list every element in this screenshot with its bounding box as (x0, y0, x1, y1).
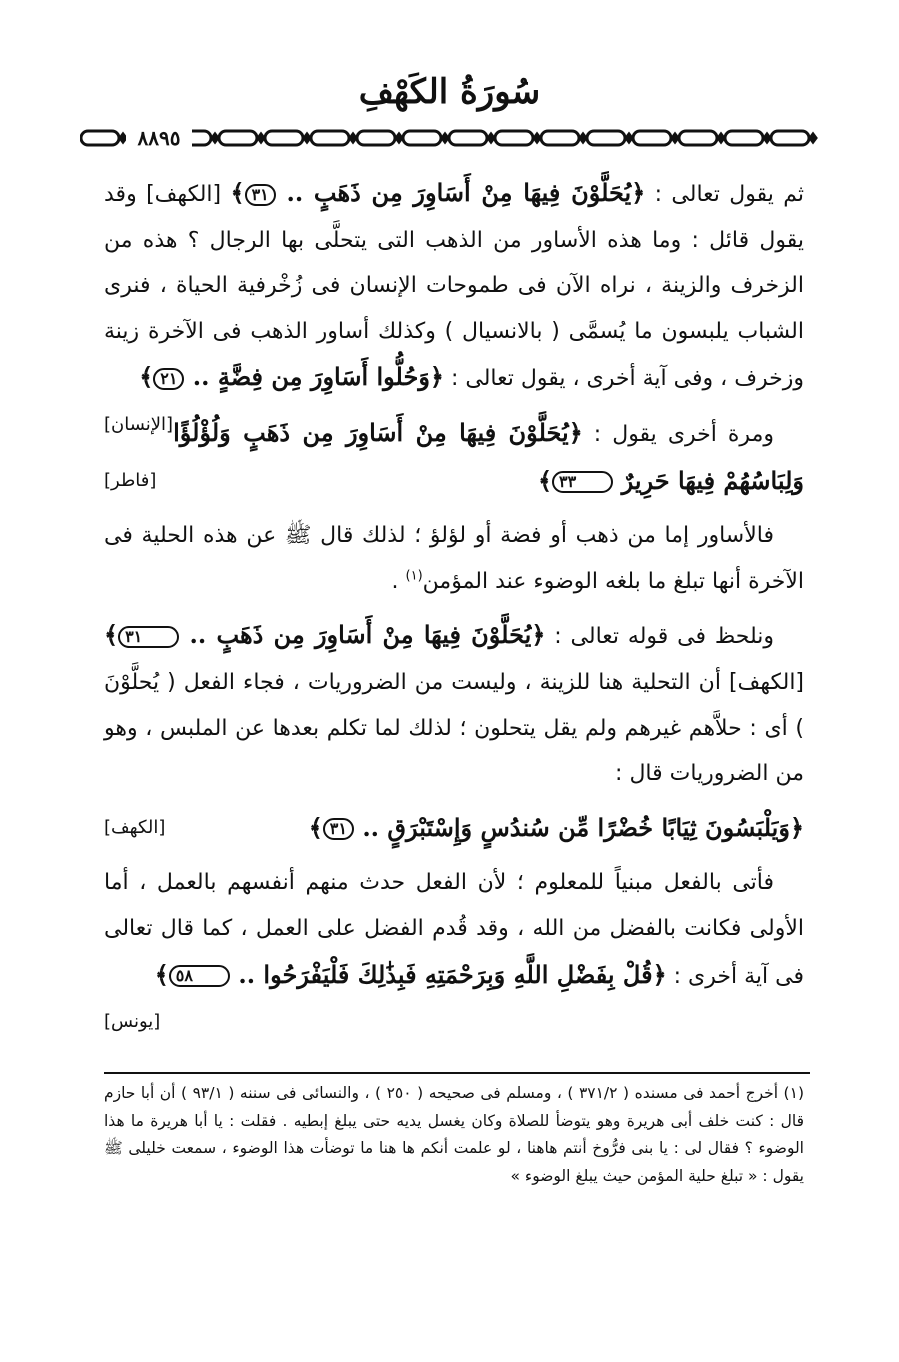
ornament-link (541, 131, 579, 145)
open-brace-icon: ﴿ (789, 812, 804, 842)
body-text: فأتى بالفعل مبنياً للمعلوم ؛ لأن الفعل حدث منهم أنفسهم بالعمل ، أما الأولى فكانت بالفضل من الله ، وقد قُدم الفضل على العمل ، كما قال تعالى فى آية أخرى : (104, 870, 804, 989)
surah-ref: [الكهف] (104, 816, 166, 838)
ayah-number: ٢١ (153, 368, 184, 390)
ornament-link (449, 131, 487, 145)
ornament-link (679, 131, 717, 145)
ornament-border (80, 128, 840, 148)
ornament-link (495, 131, 533, 145)
ayah-number: ٣٣ (552, 471, 613, 493)
ornament-diamond (764, 134, 770, 142)
open-brace-icon: ﴿ (568, 417, 583, 447)
verse-text: وَحُلُّوا أَسَاوِرَ مِن فِضَّةٍ .. (192, 362, 430, 392)
close-brace-icon: ﴾ (139, 362, 154, 392)
intro-text: ومرة أخرى يقول : (593, 421, 774, 447)
ornament-diamond (534, 134, 540, 142)
ornament-link (633, 131, 671, 145)
ornament-link (219, 131, 257, 145)
ornament-link (587, 131, 625, 145)
paragraph-3 (104, 513, 804, 604)
ornament-link (265, 131, 303, 145)
paragraph-5 (104, 805, 804, 853)
ornament-link (725, 131, 763, 145)
footnotes (104, 1080, 804, 1190)
ornament-diamond (718, 134, 724, 142)
verse-text: يُحَلَّوْنَ فِيهَا مِنْ أَسَاوِرَ مِن ذَهَبٍ .. (286, 178, 632, 207)
surah-ref: [الإنسان] (104, 413, 174, 435)
ornament-link (311, 131, 349, 145)
main-text (104, 170, 804, 1045)
ornament-link (81, 131, 119, 145)
quran-verse (231, 178, 646, 207)
verse-text: يُحَلَّوْنَ فِيهَا مِنْ أَسَاوِرَ مِن ذَهَبٍ .. (189, 620, 532, 650)
close-brace-icon: ﴾ (154, 959, 169, 989)
quran-verse (139, 362, 444, 391)
footnote-1: (١) أخرج أحمد فى مسنده ( ٣٧١/٢ ) ، ومسلم فى صحيحه ( ٢٥٠ ) ، والنسائى فى سننه ( ٩٣/١ ) أن أبا حازم قال : كنت خلف أبى هريرة وهو يتوضأ للصلاة وكان يغسل يديه حتى يبلغ إبطيه . فقلت : يا أبا هريرة ما هذا الوضوء ؟ فقال لى : يا بنى فرُّوخ أنتم هاهنا ، لو علمت أنكم ها هنا ما توضأت هذا الوضوء ، سمعت خليلى ﷺ يقول : « تبلغ حلية المؤمن حيث يبلغ الوضوء » (104, 1084, 804, 1185)
close-brace-icon: ﴾ (308, 812, 323, 842)
verse-text: يُحَلَّوْنَ فِيهَا مِنْ أَسَاوِرَ مِن ذَهَبٍ وَلُؤْلُؤًا وَلِبَاسُهُمْ فِيهَا حَرِيرٌ (173, 417, 804, 495)
intro-text: ونلحظ فى قوله تعالى : (554, 624, 775, 650)
quran-verse (104, 620, 545, 649)
ayah-number: ٣١ (245, 184, 276, 206)
surah-title: سُورَةُ الكَهْفِ (358, 72, 541, 112)
open-brace-icon: ﴿ (631, 178, 646, 207)
verse-text: وَيَلْبَسُونَ ثِيَابًا خُضْرًا مِّن سُندُسٍ وَإِسْتَبْرَقٍ .. (362, 812, 790, 842)
ornament-diamond (258, 134, 264, 142)
surah-ref: [يونس] (104, 1011, 161, 1033)
ornament-diamond (488, 134, 494, 142)
ornament-diamond (580, 134, 586, 142)
ornament-diamond (350, 134, 356, 142)
ornament-diamond (396, 134, 402, 142)
paragraph-4 (104, 612, 804, 796)
surah-ref: [فاطر] (104, 469, 157, 491)
open-brace-icon: ﴿ (652, 959, 667, 989)
close-brace-icon: ﴾ (104, 620, 119, 650)
surah-ref: [الكهف] (146, 182, 222, 207)
quran-verse (309, 813, 804, 842)
ayah-number: ٣١ (323, 818, 354, 840)
period: . (391, 568, 406, 594)
body-text: فالأساور إما من ذهب أو فضة أو لؤلؤ ؛ لذلك قال ﷺ عن هذه الحلية فى الآخرة أنها تبلغ ما بلغه الوضوء عند المؤمن (104, 523, 804, 594)
close-brace-icon: ﴾ (537, 465, 553, 495)
ayah-number: ٥٨ (169, 965, 230, 987)
close-brace-icon: ﴾ (230, 178, 245, 207)
quran-verse (155, 960, 667, 989)
verse-text: قُلْ بِفَضْلِ اللَّهِ وَبِرَحْمَتِهِ فَبِذَٰلِكَ فَلْيَفْرَحُوا .. (238, 959, 653, 989)
ornament-link (403, 131, 441, 145)
ornament-diamond (626, 134, 632, 142)
open-brace-icon: ﴿ (429, 362, 444, 392)
paragraph-6 (104, 860, 804, 1033)
ornament-link (357, 131, 395, 145)
ornament-link (771, 131, 809, 145)
intro-text: ثم يقول تعالى : (654, 182, 805, 207)
paragraph-2 (104, 410, 804, 505)
ornament-diamond (212, 134, 218, 142)
commentary-text: وقد يقول قائل : وما هذه الأساور من الذهب التى يتحلَّى بها الرجال ؟ هذه من الزخرف والزينة ، نراه الآن فى طموحات الإنسان فى زُخْرفية الحياة ، فنرى الشباب يلبسون ما يُسمَّى ( بالانسيال ) وكذلك أساور الذهب فى الآخرة زينة وزخرف ، وفى آية أخرى ، يقول تعالى : (104, 182, 804, 392)
open-brace-icon: ﴿ (531, 620, 546, 650)
footnote-marker: (١) (405, 568, 423, 584)
surah-ref: [الكهف] (728, 669, 805, 695)
ornament-diamond (810, 134, 816, 142)
page-number: ٨٨٩٥ (126, 126, 192, 150)
footnote-divider (104, 1072, 810, 1074)
ornament-diamond (672, 134, 678, 142)
commentary-text: أن التحلية هنا للزينة ، وليست من الضروريات ، فجاء الفعل ( يُحلَّوْنَ ) أى : حلاَّهم غيرهم ولم يقل يتحلون ؛ لذلك لما تكلم بعدها عن الملبس ، وهو من الضروريات قال : (104, 669, 804, 787)
ornament-diamond (442, 134, 448, 142)
ayah-number: ٣١ (118, 626, 179, 648)
ornament-diamond (304, 134, 310, 142)
